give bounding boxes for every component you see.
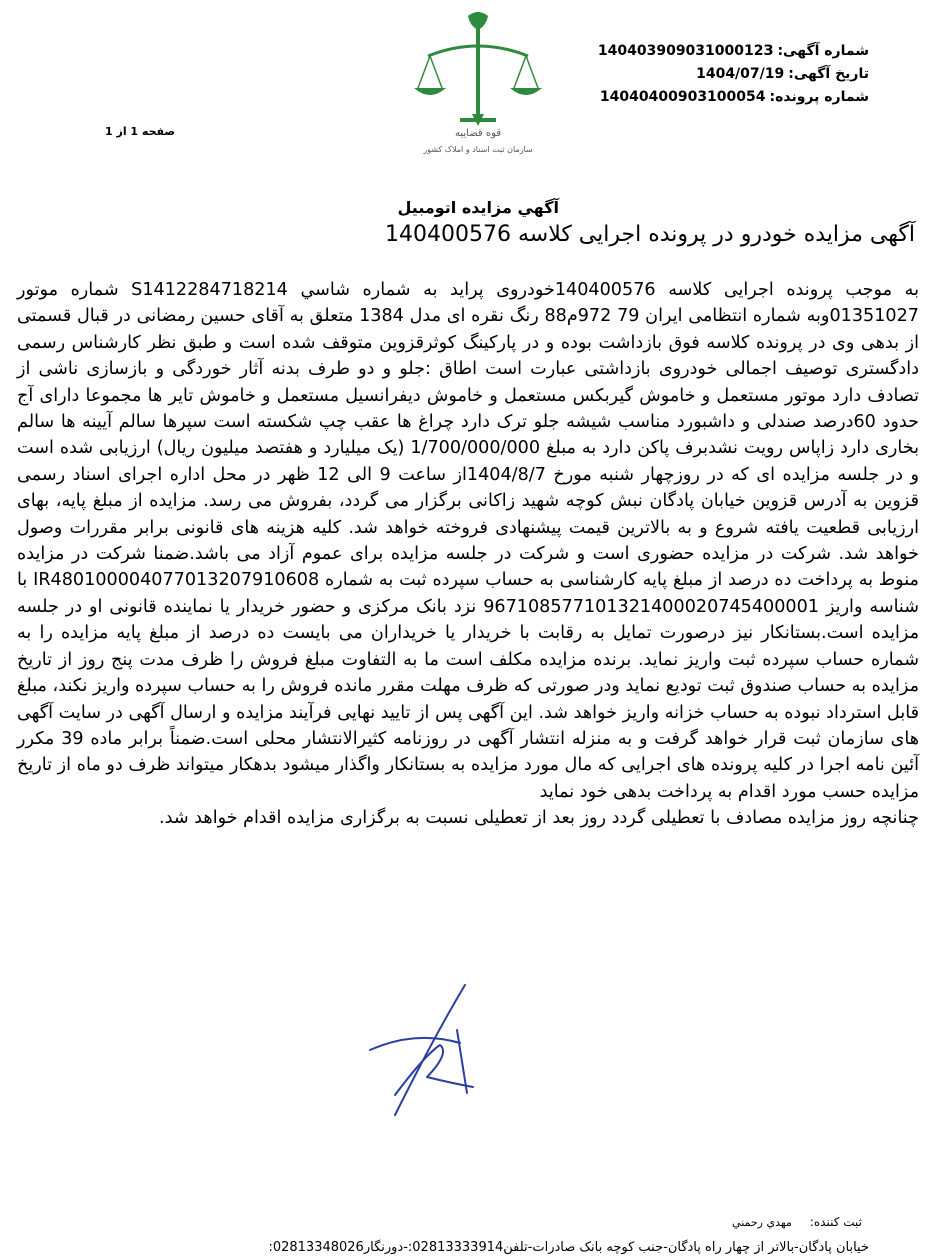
case-number-row xyxy=(539,86,869,109)
notice-number-row xyxy=(539,40,869,63)
page-number: صفحه 1 از 1 xyxy=(105,125,176,138)
case-number-label: شماره پرونده: xyxy=(769,89,869,105)
notice-date-label: تاریخ آگهی: xyxy=(788,66,869,82)
case-number: 14040400903100054 xyxy=(599,89,766,105)
registrar-label: ثبت کننده: xyxy=(809,1215,862,1229)
notice-date-row xyxy=(539,63,869,86)
notice-date: 1404/07/19 xyxy=(696,66,785,82)
notice-number: 14040390903100012З xyxy=(597,43,774,59)
page-title: آگهي مزايده اتومبيل xyxy=(397,198,559,217)
body-paragraph: به موجب پرونده اجرایی کلاسه 140400576خودروی پراید به شماره شاسي S1412284718214 شماره موتور 01351027وبه شماره انتظامی ایران 79 972م88 رنگ نقره ای مدل 1384 متعلق به آقای حسین رمضانی در قبال قسمتی از بدهی وی در پرونده کلاسه فوق بازداشت بوده و در پارکینگ کوثرقزوین متوقف شده است و طبق نظر کارشناس رسمی دادگستری توصیف اجمالی خودروی بازداشتی عبارت است اطاق :جلو و دو طرف بدنه آثار خوردگی و بازسازی ناشی از تصادف دارد موتور مستعمل و خاموش گیربکس مستعمل و خاموش دیفرانسیل مستعمل و خاموش تایر ها مجموعا دارای آج حدود 60درصد صندلی و داشبورد مناسب شیشه جلو ترک دارد چراغ ها عقب چپ شکسته است سپرها سالم آیینه ها سالم بخاری دارد زاپاس رویت نشدبرف پاکن دارد به مبلغ 1/700/000/000 (یک میلیارد و هفتصد میلیون ریال) ارزیابی شده است و در جلسه مزایده ای که در روزچهار شنبه مورخ 1404/8/7از ساعت 9 الی 12 ظهر در محل اداره اجرای اسناد رسمی قزوین به آدرس قزوین خیابان پادگان نبش کوچه شهید زاکانی برگزار می گردد، بفروش می رسد. مزایده از مبلغ پایه، بهای ارزیابی قطعیت یافته شروع و به بالاترین قیمت پیشنهادی فروخته خواهد شد. کلیه هزینه های قانونی برابر مقررات وصول خواهد شد. شرکت در مزایده حضوری است و شرکت در جلسه مزایده برای عموم آزاد می باشد.ضمنا شرکت در مزایده منوط به پرداخت ده درصد از مبلغ پایه کارشناسی به حساب سپرده ثبت به شماره IR480100004077013207910608 با شناسه واریز 967108577101321400020745400001 نزد بانک مرکزی و حضور خریدار یا نماینده قانونی او در جلسه مزایده است.بستانکار نیز درصورت تمایل به رقابت با خریدار یا خریداران می بایست ده درصد از مبلغ پایه مزایده را به شماره حساب سپرده ثبت واریز نماید. برنده مزایده مکلف است ما به التفاوت مبلغ فروش را ظرف مدت پنج روز از تاریخ مزایده به حساب صندوق ثبت تودیع نماید ودر صورتی که ظرف مهلت مقرر مانده فروش را به حساب سپرده واریز نکند، مبلغ قابل استرداد نبوده به حساب خزانه واریز خواهد شد. این آگهی پس از تایید نهایی فرآیند مزایده و ارسال آگهی در سایت آگهی های سازمان ثبت قرار خواهد گرفت و به منزله انتشار آگهی در روزنامه کثیرالانتشار محلی است.ضمناً برابر ماده 39 مکرر آئین نامه اجرا در کلیه پرونده های اجرایی که مال مورد مزایده به بستانکار واگذار میشود بدهکار میتواند ظرف دو ماه از تاریخ مزایده حسب مورد اقدام به پرداخت بدهی خود نماید xyxy=(17,280,920,802)
emblem-caption-1: قوه قضاييه xyxy=(454,128,502,139)
registrar xyxy=(732,1215,862,1229)
page-subtitle: آگهی مزایده خودرو در پرونده اجرایی کلاسه 140400576 xyxy=(385,222,915,247)
judiciary-emblem-icon xyxy=(408,8,548,158)
notice-body xyxy=(17,277,919,832)
emblem-caption-2: سازمان ثبت اسناد و املاک کشور xyxy=(423,145,533,154)
registrar-name: مهدي رحمني xyxy=(732,1216,792,1229)
office-address: خيابان پادگان-بالاتر از چهار راه پادگان-جنب کوچه بانک صادرات-تلفن02813333914:-دورنگار02813348026: xyxy=(268,1240,869,1255)
notice-meta xyxy=(539,40,869,109)
signature-icon xyxy=(355,975,485,1125)
notice-number-label: شماره آگهی: xyxy=(777,43,869,59)
body-paragraph: چنانچه روز مزایده مصادف با تعطیلی گردد روز بعد از تعطیلی نسبت به برگزاری مزایده اقدام خواهد شد. xyxy=(159,808,919,829)
